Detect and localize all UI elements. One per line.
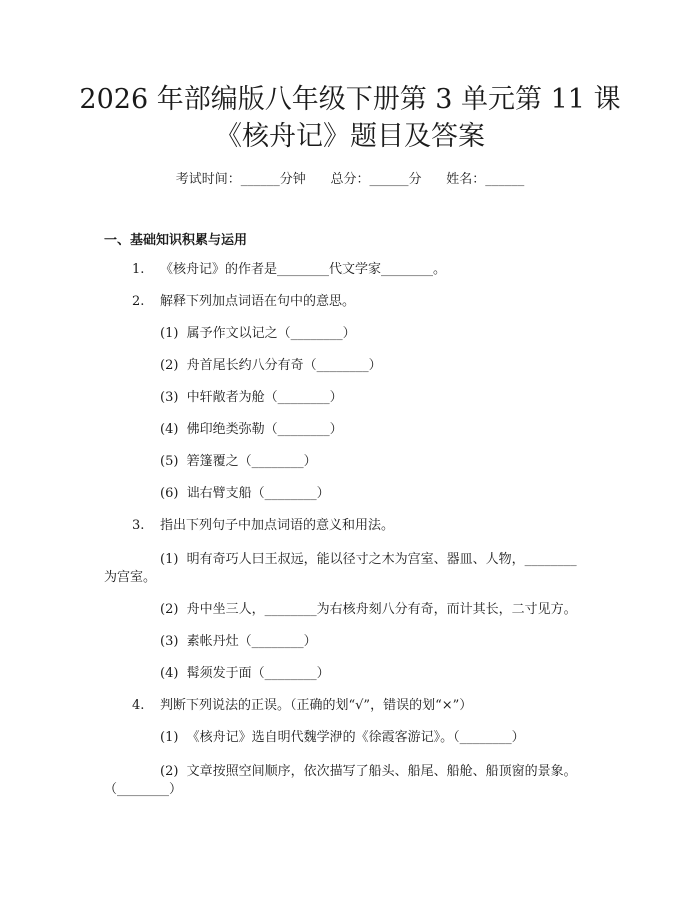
question-2-item: (2) 舟首尾长约八分有奇（________）: [160, 358, 382, 373]
question-3-number: 3.: [132, 518, 145, 533]
question-3-item: (2) 舟中坐三人，________为右核舟刻八分有奇，而计其长，二寸见方。: [160, 602, 577, 617]
question-4-text: 判断下列说法的正误。（正确的划“√”，错误的划“×”）: [160, 698, 473, 713]
question-3-item: (3) 素帐丹灶（________）: [160, 634, 317, 649]
section-heading: 一、基础知识积累与运用: [104, 233, 248, 248]
question-2-item: (6) 诎右臂支船（________）: [160, 486, 330, 501]
question-3-item: (1) 明有奇巧人曰王叔远，能以径寸之木为宫室、器皿、人物，________: [160, 552, 577, 567]
question-4-item: (1) 《核舟记》选自明代魏学洢的《徐霞客游记》。（________）: [160, 730, 525, 745]
question-1-number: 1.: [132, 262, 145, 277]
question-2-number: 2.: [132, 294, 145, 309]
question-3-text: 指出下列句子中加点词语的意义和用法。: [160, 518, 395, 533]
question-3-item: (4) 髯须发于面（________）: [160, 666, 330, 681]
question-4-number: 4.: [132, 698, 145, 713]
exam-info: 考试时间：______分钟 总分：______分 姓名：______: [175, 172, 525, 187]
title-line-1: 2026 年部编版八年级下册第 3 单元第 11 课: [79, 84, 621, 115]
question-2-item: (1) 属予作文以记之（________）: [160, 326, 356, 341]
question-4-item: (2) 文章按照空间顺序，依次描写了船头、船尾、船舱、船顶窗的景象。: [160, 764, 577, 779]
question-2-item: (4) 佛印绝类弥勒（________）: [160, 422, 343, 437]
question-1-text: 《核舟记》的作者是________代文学家________。: [160, 262, 447, 277]
title-line-2: 《核舟记》题目及答案: [215, 121, 485, 152]
question-2-item: (5) 箬篷覆之（________）: [160, 454, 317, 469]
question-2-item: (3) 中轩敞者为舱（________）: [160, 390, 343, 405]
question-4-item-continued: （________）: [104, 782, 183, 797]
question-2-text: 解释下列加点词语在句中的意思。: [160, 294, 356, 309]
question-3-item-continued: 为宫室。: [104, 570, 157, 585]
